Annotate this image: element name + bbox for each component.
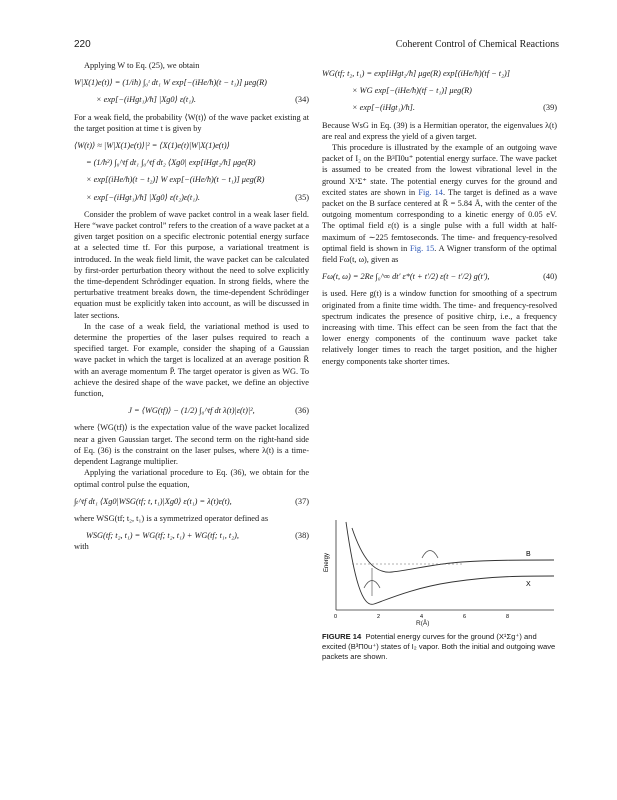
x-tick-8: 8 xyxy=(506,614,510,620)
equation-35-cont xyxy=(74,192,309,203)
equation-34 xyxy=(74,77,309,88)
equation-36 xyxy=(74,405,309,416)
x-tick-4: 4 xyxy=(420,614,424,620)
figure-caption xyxy=(322,632,557,662)
equation-39-cont xyxy=(322,102,557,113)
running-title: Coherent Control of Chemical Reactions xyxy=(395,39,559,50)
paragraph: with xyxy=(74,542,89,552)
equation-line: × exp[−(iHgt₁)/ħ]. xyxy=(352,103,415,113)
caption-label: FIGURE 14 xyxy=(322,632,362,641)
equation-number: (36) xyxy=(295,406,309,416)
figure-14-link[interactable]: Fig. 14 xyxy=(418,187,443,197)
equation-line: ⟨W(t)⟩ ≈ |W|X(1)e(t)⟩|² = ⟨X(1)e(t)|W|X(1)e(t)⟩ xyxy=(74,141,230,151)
x-tick-2: 2 xyxy=(377,614,381,620)
equation-40 xyxy=(322,271,557,282)
equation-line: × exp[−(iHgt₁)/ħ] |Xg0⟩ ε(t₂)ε(t₁). xyxy=(86,192,200,202)
equation-line: WSG(tf; t₂, t₁) = WG(tf; t₂, t₁) + WG(tf; t₁, t₂), xyxy=(86,531,239,541)
plot-background xyxy=(322,518,557,620)
equation-line: ∫ₜ^tf dt₁ ⟨Xg0|WSG(tf; t, t₁)|Xg0⟩ ε(t₁) = λ(t)ε(t), xyxy=(74,496,232,506)
equation-38 xyxy=(74,530,309,541)
equation-number: (35) xyxy=(295,192,309,202)
equation-35-cont xyxy=(74,174,309,185)
paragraph: is used. Here g(t) is a window function for smoothing of a spectrum originated from a finite time width. The time- and frequency-resolved spectrum indicates the presence of positive chirp, i.e., a frequency increasing with time. This effect can be seen from the fact that the lower energy components of the continuum wave packet take relatively longer times to reach the target position, and the higher energy components take shorter times. xyxy=(322,289,557,366)
text-run: . The target is defined as a wave packet on the B surface centered at R̄ = 5.84 Å, with the center of the outgoing momentum corresponding to a kinetic energy of 0.05 eV. The optimal field ε(t) is a single pulse with a full width at half-maximum of ∼225 femtoseconds. The time- and frequency-resolved optimal field is shown in xyxy=(322,187,558,253)
paragraph: Because WsG in Eq. (39) is a Hermitian operator, the eigenvalues λ(t) are real and express the yield of a given target. xyxy=(322,120,557,141)
equation-35-cont xyxy=(74,157,309,168)
paragraph: Consider the problem of wave packet control in a weak laser field. Here “wave packet control” refers to the creation of a wave packet at a given target position on a specific electronic potential energy surface at a selected time tf. For this purpose, a variational treatment is introduced. In the weak field limit, the wave packet can be calculated by first-order perturbation theory without the need to solve explicitly the time-dependent Schrödinger equation. In strong fields, where the perturbative treatment breaks down, the time-dependent Schrödinger equation must be explicitly taken into account, as will be discussed in later sections. xyxy=(74,209,309,320)
equation-number: (39) xyxy=(543,103,557,113)
equation-39 xyxy=(322,68,557,79)
equation-number: (37) xyxy=(295,496,309,506)
paragraph: For a weak field, the probability ⟨W(t)⟩ of the wave packet existing at the target position at time t is given by xyxy=(74,112,309,133)
equation-37 xyxy=(74,496,309,507)
equation-number: (38) xyxy=(295,531,309,541)
paragraph: Applying the variational procedure to Eq. (36), we obtain for the optimal control pulse the equation, xyxy=(74,468,309,489)
equation-line: × exp[(iHe/ħ)(t − t₂)] W exp[−(iHe/ħ)(t − t₁)] μeg(R) xyxy=(86,175,265,185)
right-column xyxy=(322,68,557,367)
caption-text: Potential energy curves for the ground (X¹Σg⁺) and excited (B³Π0u⁺) states of I₂ vapor. Both the initial and outgoing wave packets are shown. xyxy=(322,632,556,661)
equation-number: (34) xyxy=(295,95,309,105)
equation-line: J = ⟨WG(tf)⟩ − (1/2) ∫₀^tf dt λ(t)|ε(t)|², xyxy=(128,406,255,416)
paragraph: Applying W to Eq. (25), we obtain xyxy=(84,61,200,70)
equation-line: Fω(t, ω) = 2Re ∫₀^∞ dt′ ε*(t + t′/2) ε(t − t′/2) g(t′), xyxy=(322,272,490,282)
paragraph: In the case of a weak field, the variational method is used to determine the properties of the laser pulses required to reach a specified target. For example, consider the shaping of a Gaussian wave packet in which the target is localized at an average position R̄ with an average momentum P̄. The target operator is given as WG. To achieve the desired shape of the wave packet, we define an objective function, xyxy=(74,321,309,399)
page-number: 220 xyxy=(74,39,91,50)
label-b: B xyxy=(526,551,531,558)
text-run: This procedure is illustrated by the example of an outgoing wave packet of I₂ on the B³Π0u⁺ potential energy surface. The wave packet is assumed to be created from the lowest vibrational level in the ground X¹Σ⁺ state. The potential energy curves for the ground and excited states are shown in xyxy=(322,143,557,197)
y-axis-label: Energy xyxy=(324,552,330,572)
equation-35 xyxy=(74,140,309,151)
x-tick-6: 6 xyxy=(463,614,467,620)
x-tick-0: 0 xyxy=(334,614,338,620)
left-column xyxy=(74,60,309,553)
equation-line: W|X(1)e(t)⟩ = (1/iħ) ∫₀ᵗ dt₁ W exp[−(iHe/ħ)(t − t₁)] μeg(R) xyxy=(74,78,267,88)
equation-34-cont xyxy=(74,94,309,105)
label-x: X xyxy=(526,581,531,588)
potential-energy-plot xyxy=(322,518,557,620)
paragraph: where WSG(tf; t₂, t₁) is a symmetrized operator defined as xyxy=(74,513,269,523)
text-run: . A Wigner transform of the optimal field Fω(t, ω), given as xyxy=(322,243,557,265)
equation-number: (40) xyxy=(543,272,557,282)
equation-39-cont xyxy=(322,85,557,96)
figure-14 xyxy=(322,518,557,620)
x-axis-label: R(Å) xyxy=(416,620,430,627)
paragraph xyxy=(322,142,557,265)
figure-15-link[interactable]: Fig. 15 xyxy=(410,243,435,253)
equation-line: × WG exp[−(iHe/ħ)(tf − t₁)] μeg(R) xyxy=(352,86,472,96)
equation-line: WG(tf; t₂, t₁) = exp[iHgt₂/ħ] μge(R) exp[(iHe/ħ)(tf − t₂)] xyxy=(322,69,510,78)
equation-line: = (1/ħ²) ∫₀^tf dt₁ ∫₀^tf dt₂ ⟨Xg0| exp[iHgt₂/ħ] μge(R) xyxy=(86,158,256,168)
paragraph: where ⟨WG(tf)⟩ is the expectation value of the wave packet localized near a given Gaussian target. The second term on the right-hand side of Eq. (36) is the constraint on the laser pulses, where λ(t) is a time-dependent Lagrange multiplier. xyxy=(74,423,309,467)
equation-line: × exp[−(iHgt₁)/ħ] |Xg0⟩ ε(t₁). xyxy=(96,95,196,105)
